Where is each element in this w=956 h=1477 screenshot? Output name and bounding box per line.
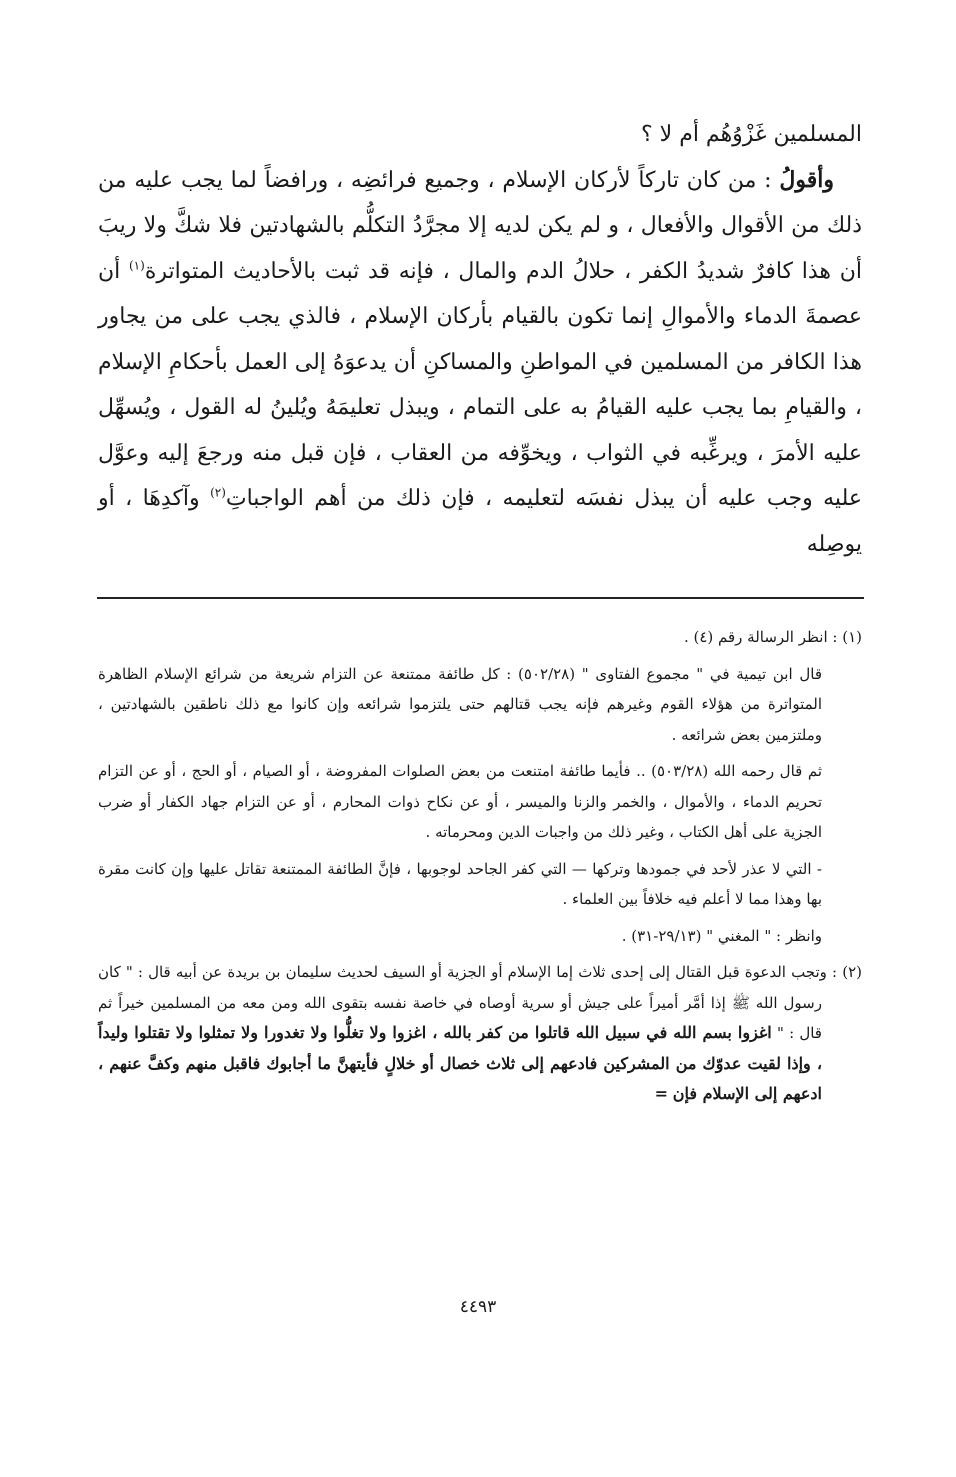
footnote-1-paragraph-4: وانظر : " المغني " (٢٩/١٣-٣١) . — [621, 926, 822, 945]
footnote-separator — [97, 597, 864, 599]
continuation-mark: = — [654, 1084, 668, 1103]
footnote-1-head: (١) : انظر الرسالة رقم (٤) . — [683, 628, 862, 646]
footnote-2-hadith: اغزوا بسم الله في سبيل الله قاتلوا من كفر بالله ، اغزوا ولا تغلُّوا ولا تغدورا ولا تمثلوا ولا تقتلوا وليداً ، وإذا لقيت عدوّك من المشركين فادعهم إلى ثلاث خصال أو خلالٍ فأيتهنَّ ما أجابوك فاقبل منهم وكفَّ عنهم ، ادعهم إلى الإسلام فإن — [98, 1023, 822, 1103]
paragraph-text-middle: أن عصمةَ الدماء والأموالِ إنما تكون بالقيام بأركان الإسلام ، فالذي يجب على من يجاور هذا الكافر من المسلمين في المواطنِ والمساكنِ أن يدعوَهُ إلى العمل بأحكامِ الإسلام ، والقيامِ بما يجب عليه القيامُ به على التمام ، ويبذل تعليمَهُ ويُلينُ له القول ، ويُسهِّل عليه الأمرَ ، ويرغِّبه في الثواب ، ويخوِّفه من العقاب ، فإن قبل منه ورجعَ إليه وعوَّل عليه وجب عليه أن يبذل نفسَه لتعليمه ، فإن ذلك من أهم الواجباتِ — [98, 258, 862, 511]
footnote-1-paragraph-2: ثم قال رحمه الله (٥٠٣/٢٨) .. فأيما طائفة امتنعت من بعض الصلوات المفروضة ، أو الصيام ، أو الحج ، أو عن التزام تحريم الدماء ، والأموال ، والخمر والزنا والميسر ، أو عن نكاح ذوات المحارم ، أو عن التزام جهاد الكفار أو ضرب الجزية على أهل الكتاب ، وغير ذلك من واجبات الدين ومحرماته . — [98, 762, 822, 841]
footnote-2 — [98, 957, 862, 1110]
footnote-ref-1[interactable]: (١) — [128, 258, 145, 273]
paragraph-text-end: وآكدِهَا ، أو يوصِله — [98, 486, 862, 557]
main-text — [98, 112, 862, 567]
main-paragraph — [98, 158, 862, 568]
footnote-2-text: (٢) : وتجب الدعوة قبل القتال إلى إحدى ثلاث إما الإسلام أو الجزية أو السيف لحديث سليمان بن بريدة عن أبيه قال : " كان رسول الله ﷺ إذا أمَّر أميراً على جيش أو سرية أوصاه في خاصة نفسه بتقوى الله ومن معه من المسلمين خيراً ثم قال : " — [98, 963, 862, 1042]
footnotes — [98, 622, 862, 1116]
heading-line: المسلمين غَزْوُهُم أم لا ؟ — [641, 122, 862, 147]
footnote-ref-2[interactable]: (٢) — [210, 485, 226, 500]
footnote-1-paragraph-3: - التي لا عذر لأحد في جمودها وتركها — التي كفر الجاحد لوجوبها ، فإنَّ الطائفة الممتنعة تقاتل عليها وإن كانت مقرة بها وهذا مما لا أعلم فيه خلافاً بين العلماء . — [98, 859, 822, 908]
footnote-1-paragraph-1: قال ابن تيمية في " مجموع الفتاوى " (٥٠٢/٢٨) : كل طائفة ممتنعة عن التزام شريعة من شرائع الإسلام الظاهرة المتواترة من هؤلاء القوم وغيرهم فإنه يجب قتالهم حتى يلتزموا شرائعه وإن كانوا مع ذلك ناطقين بالشهادتين ، وملتزمين بعض شرائعه . — [98, 664, 822, 744]
paragraph-text-start: : من كان تاركاً لأركان الإسلام ، وجميع فرائضِه ، ورافضاً لما يجب عليه من ذلك من الأقوال والأفعال ، و لم يكن لديه إلا مجرَّدُ التكلُّم بالشهادتين فلا شكَّ ولا ريبَ أن هذا كافرٌ شديدُ الكفر ، حلالُ الدم والمال ، فإنه قد ثبت بالأحاديث المتواترة — [98, 167, 862, 284]
page-number: ٤٤٩٣ — [459, 1297, 497, 1317]
lead-word: وأقولُ — [779, 166, 834, 193]
